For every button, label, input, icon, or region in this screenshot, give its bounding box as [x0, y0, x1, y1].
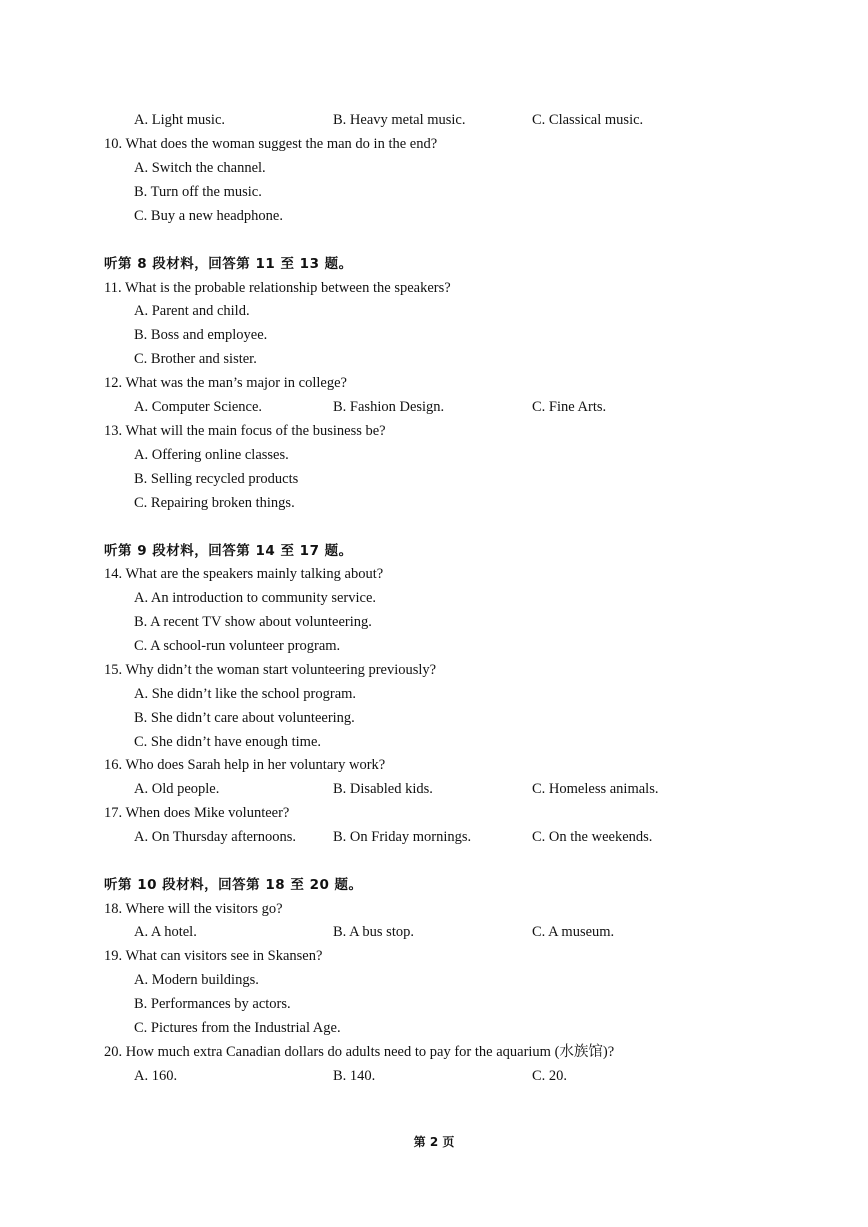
q15-option-c: C. She didn’t have enough time.	[134, 734, 321, 750]
q10-option-b: B. Turn off the music.	[134, 184, 262, 200]
q16-option-c: C. Homeless animals.	[532, 781, 659, 797]
q9-option-b: B. Heavy metal music.	[333, 112, 466, 128]
section-9-heading: 听第 9 段材料，回答第 14 至 17 题。	[104, 543, 353, 559]
q14-option-c: C. A school-run volunteer program.	[134, 638, 341, 654]
q10-stem: 10. What does the woman suggest the man do in the end?	[104, 136, 438, 152]
q10-option-c: C. Buy a new headphone.	[134, 208, 283, 224]
q15-option-b: B. She didn’t care about volunteering.	[134, 710, 355, 726]
q12-option-a: A. Computer Science.	[134, 399, 263, 415]
q14-option-b: B. A recent TV show about volunteering.	[134, 614, 372, 630]
q15-option-a: A. She didn’t like the school program.	[134, 686, 357, 702]
q17-option-a: A. On Thursday afternoons.	[134, 829, 297, 845]
q20-stem: 20. How much extra Canadian dollars do adults need to pay for the aquarium (水族馆)?	[104, 1044, 615, 1060]
q20-option-b: B. 140.	[333, 1068, 376, 1084]
q11-option-a: A. Parent and child.	[134, 303, 250, 319]
q14-option-a: A. An introduction to community service.	[134, 590, 377, 606]
q19-option-b: B. Performances by actors.	[134, 996, 291, 1012]
q13-option-b: B. Selling recycled products	[134, 471, 299, 487]
q15-stem: 15. Why didn’t the woman start volunteering previously?	[104, 662, 437, 678]
q11-option-b: B. Boss and employee.	[134, 327, 268, 343]
q12-option-c: C. Fine Arts.	[532, 399, 607, 415]
q17-option-c: C. On the weekends.	[532, 829, 653, 845]
q10-option-a: A. Switch the channel.	[134, 160, 266, 176]
q20-option-a: A. 160.	[134, 1068, 178, 1084]
q12-stem: 12. What was the man’s major in college?	[104, 375, 347, 391]
q18-option-b: B. A bus stop.	[333, 924, 414, 940]
q19-option-a: A. Modern buildings.	[134, 972, 259, 988]
q18-stem: 18. Where will the visitors go?	[104, 901, 283, 917]
section-10-heading: 听第 10 段材料，回答第 18 至 20 题。	[104, 877, 363, 893]
q19-stem: 19. What can visitors see in Skansen?	[104, 948, 323, 964]
q17-option-b: B. On Friday mornings.	[333, 829, 472, 845]
q11-option-c: C. Brother and sister.	[134, 351, 257, 367]
q18-option-c: C. A museum.	[532, 924, 615, 940]
q17-stem: 17. When does Mike volunteer?	[104, 805, 290, 821]
section-8-heading: 听第 8 段材料，回答第 11 至 13 题。	[104, 256, 353, 272]
page-number: 第 2 页	[413, 1135, 455, 1149]
q11-stem: 11. What is the probable relationship between the speakers?	[104, 280, 451, 296]
q13-option-a: A. Offering online classes.	[134, 447, 289, 463]
q13-stem: 13. What will the main focus of the business be?	[104, 423, 386, 439]
q9-option-c: C. Classical music.	[532, 112, 644, 128]
q9-option-a: A. Light music.	[134, 112, 226, 128]
q14-stem: 14. What are the speakers mainly talking about?	[104, 566, 384, 582]
q12-option-b: B. Fashion Design.	[333, 399, 445, 415]
q16-option-a: A. Old people.	[134, 781, 220, 797]
q20-option-c: C. 20.	[532, 1068, 568, 1084]
q13-option-c: C. Repairing broken things.	[134, 495, 295, 511]
q16-option-b: B. Disabled kids.	[333, 781, 433, 797]
q19-option-c: C. Pictures from the Industrial Age.	[134, 1020, 341, 1036]
q18-option-a: A. A hotel.	[134, 924, 197, 940]
q16-stem: 16. Who does Sarah help in her voluntary work?	[104, 757, 386, 773]
